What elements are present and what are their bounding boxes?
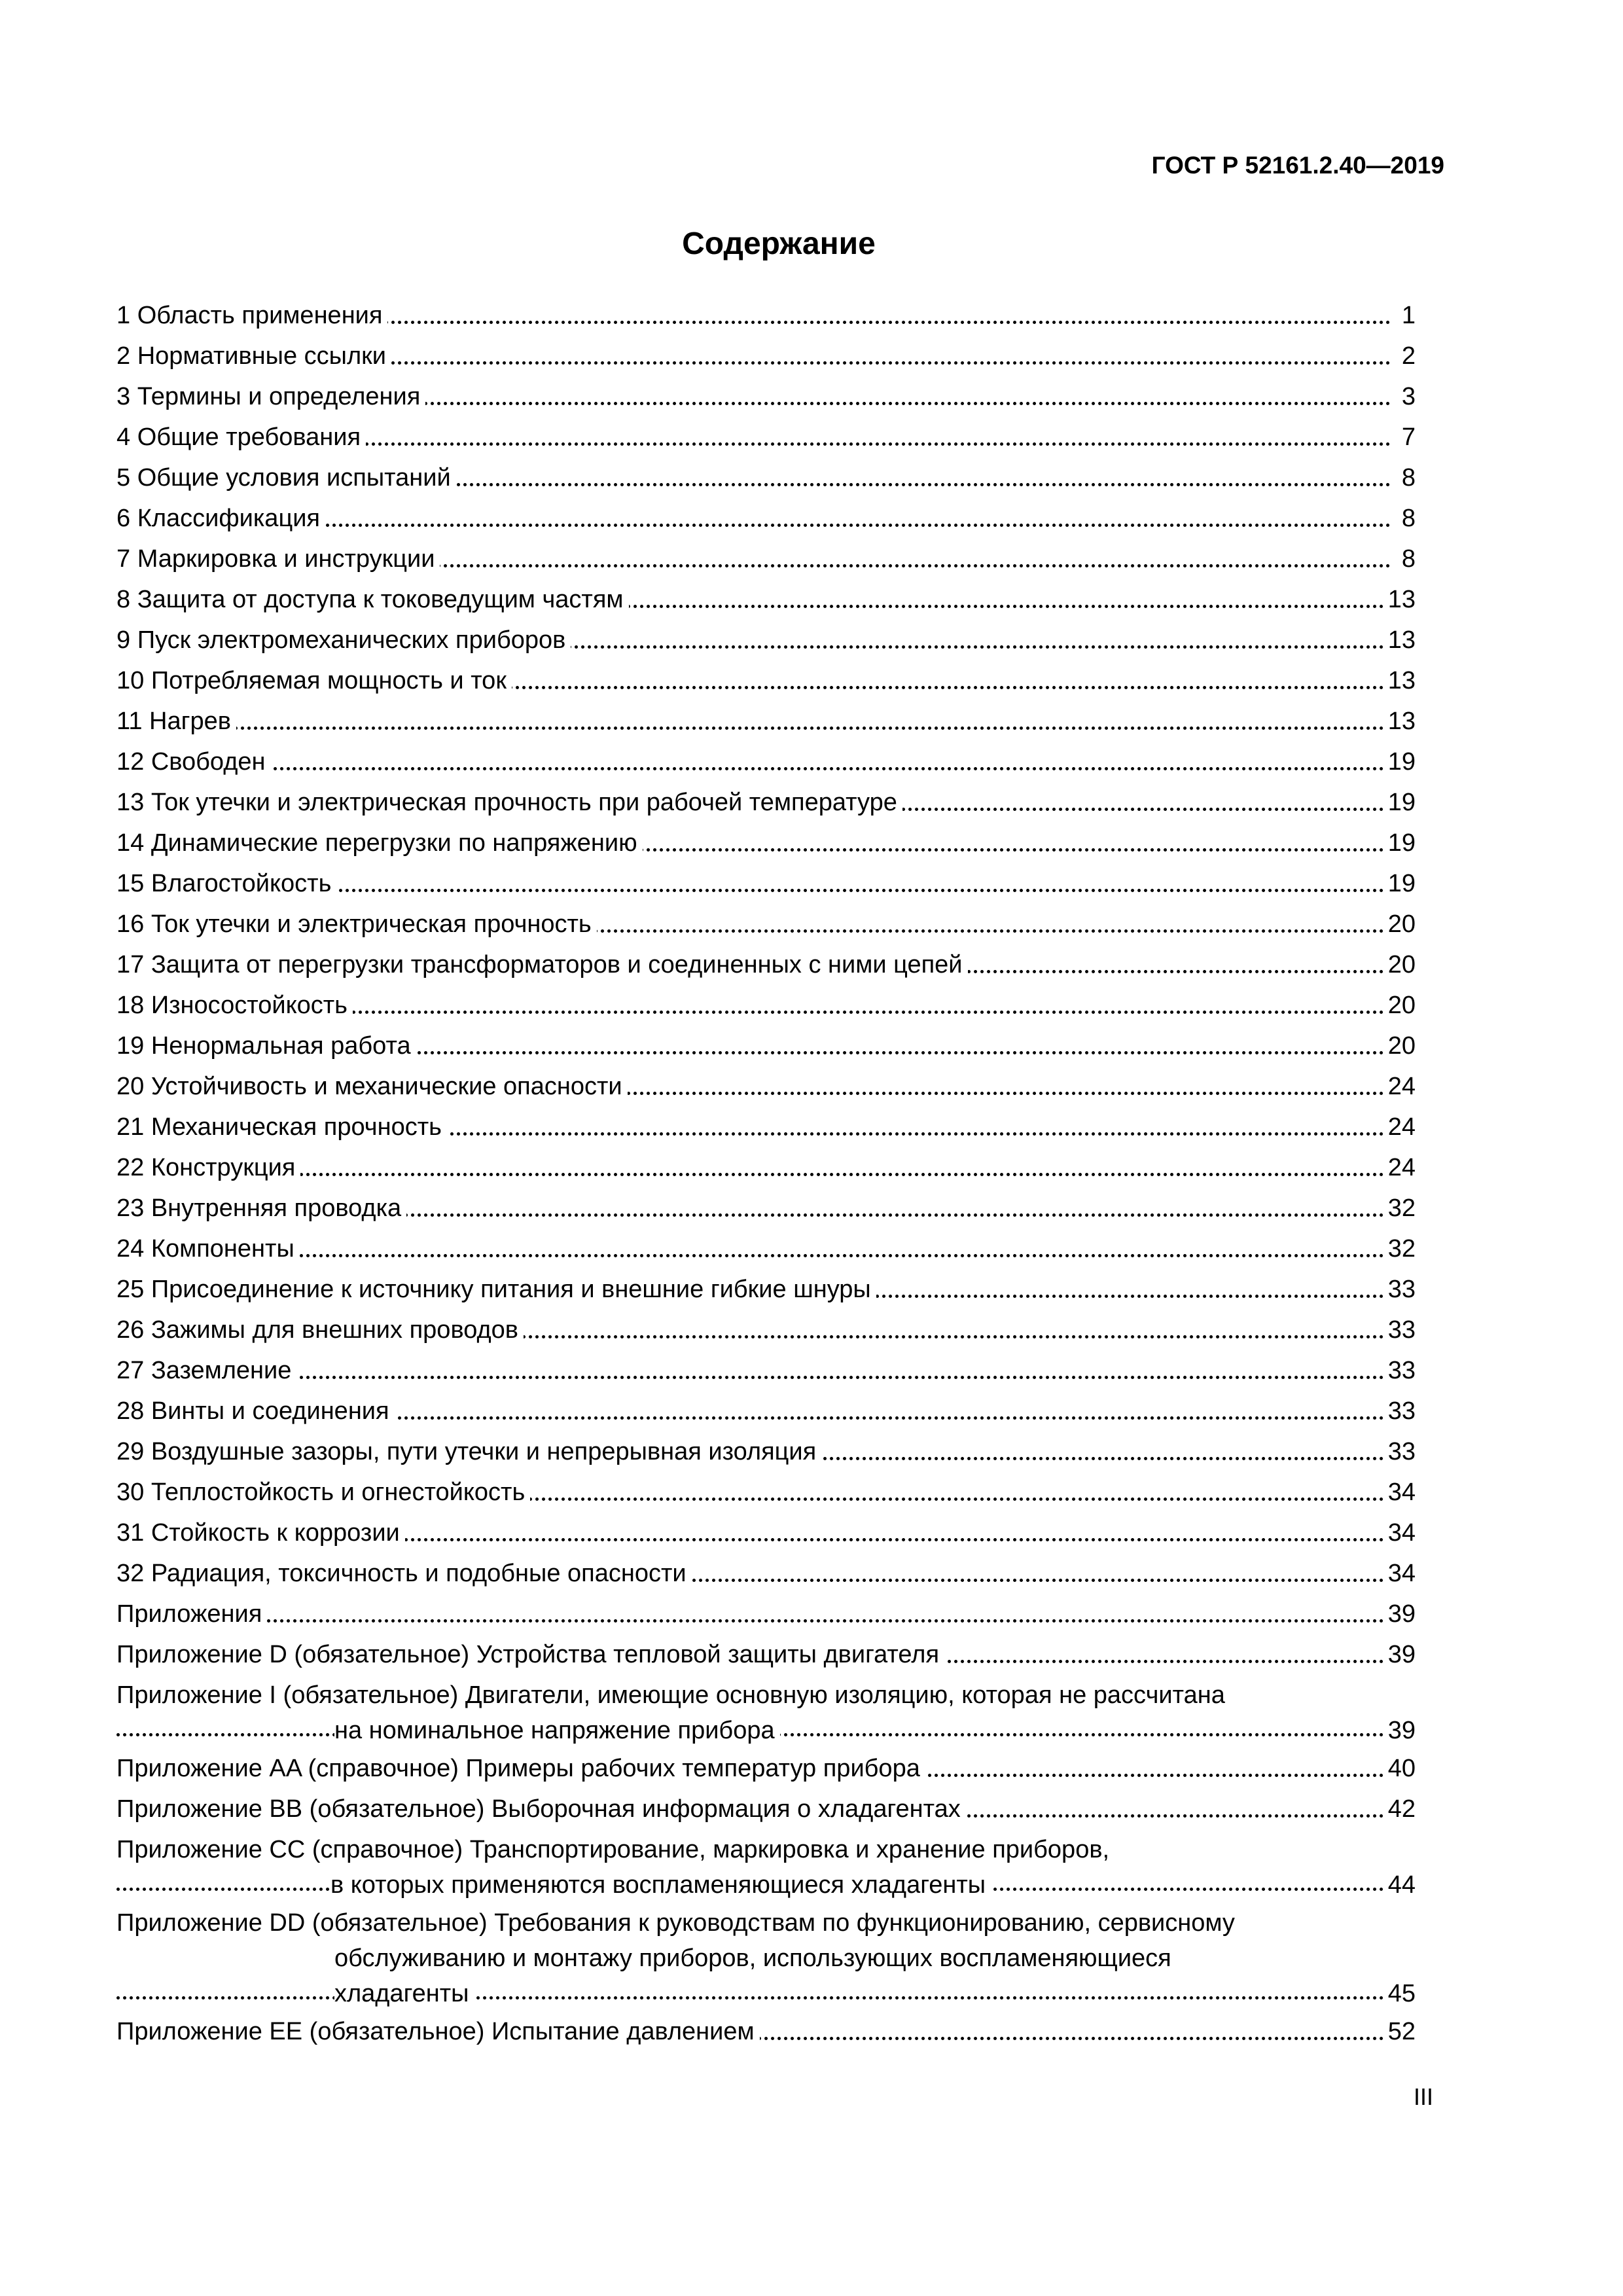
toc-page-number: 24 [1385, 1107, 1416, 1147]
toc-entry-title: 4 Общие требования [116, 423, 366, 451]
toc-entry-title: 25 Присоединение к источнику питания и внешние гибкие шнуры [116, 1276, 876, 1303]
leader-dots [116, 1173, 1391, 1176]
toc-entry-annex-ee[interactable]: Приложение EE (обязательное) Испытание давлением 52 [116, 2011, 1416, 2052]
toc-entry[interactable] [116, 1472, 1416, 1513]
toc-entry-title: 18 Износостойкость [116, 992, 353, 1019]
toc-page-number: 19 [1385, 863, 1416, 904]
leader-dots [116, 1996, 1391, 2000]
toc-entry-annex-cc-line2[interactable]: в которых применяются воспламеняющиеся хладагенты 44 [116, 1867, 1416, 1903]
toc-entry-title: Приложения [116, 1600, 267, 1628]
toc-entry[interactable] [116, 1188, 1416, 1229]
toc-page-number: 45 [1385, 1976, 1416, 2011]
toc-page-number: 20 [1385, 1026, 1416, 1066]
toc-page-number: 33 [1385, 1431, 1416, 1472]
toc-page-number: 42 [1385, 1789, 1416, 1829]
toc-page-number: 7 [1399, 417, 1416, 457]
toc-entry[interactable] [116, 823, 1416, 863]
toc-entry[interactable] [116, 376, 1416, 417]
toc-page-number: 32 [1385, 1188, 1416, 1229]
toc-page-number: 33 [1385, 1310, 1416, 1350]
toc-entry[interactable] [116, 579, 1416, 620]
document-number: ГОСТ Р 52161.2.40—2019 [1151, 152, 1444, 179]
toc-entry-title: 32 Радиация, токсичность и подобные опасности [116, 1560, 692, 1587]
toc-entry-title: 7 Маркировка и инструкции [116, 545, 440, 573]
toc-entry[interactable] [116, 985, 1416, 1026]
toc-entry-title: 27 Заземление [116, 1357, 296, 1384]
toc-entry-title: 8 Защита от доступа к токоведущим частям [116, 586, 629, 613]
toc-entry-annex-cc-line1[interactable]: Приложение CC (справочное) Транспортирование, маркировка и хранение приборов, [116, 1832, 1416, 1867]
toc-page-number: 8 [1399, 457, 1416, 498]
toc-entry[interactable] [116, 1553, 1416, 1594]
toc-page-number: 40 [1385, 1748, 1416, 1789]
leader-dots [116, 1254, 1391, 1257]
toc-page-number: 19 [1385, 823, 1416, 863]
toc-entry-title: 21 Механическая прочность [116, 1113, 447, 1141]
toc-entry-title: 9 Пуск электромеханических приборов [116, 626, 571, 654]
toc-page-number: 24 [1385, 1066, 1416, 1107]
toc-page-number: 2 [1399, 336, 1416, 376]
toc-page-number: 3 [1399, 376, 1416, 417]
toc-entry-title: 10 Потребляемая мощность и ток [116, 667, 512, 694]
toc-page-number: 8 [1399, 539, 1416, 579]
toc-page-number: 33 [1385, 1350, 1416, 1391]
toc-page-number: 33 [1385, 1391, 1416, 1431]
toc-entry[interactable] [116, 782, 1416, 823]
toc-page-number: 34 [1385, 1553, 1416, 1594]
toc-entry-annex-dd-line1[interactable]: Приложение DD (обязательное) Требования к руководствам по функционированию, сервисному [116, 1905, 1416, 1941]
toc-entry[interactable] [116, 1066, 1416, 1107]
toc-entry[interactable] [116, 498, 1416, 539]
toc-entry-annex-bb[interactable]: Приложение BB (обязательное) Выборочная информация о хладагентах 42 [116, 1789, 1416, 1829]
toc-page-number: 44 [1385, 1867, 1416, 1903]
toc-page-number: 52 [1385, 2011, 1416, 2052]
toc-entry-title: 30 Теплостойкость и огнестойкость [116, 1479, 530, 1506]
toc-entry-annex-i-line1[interactable]: Приложение I (обязательное) Двигатели, имеющие основную изоляцию, которая не рассчитана [116, 1677, 1416, 1713]
toc-page-number: 39 [1385, 1634, 1416, 1675]
toc-page-number: 19 [1385, 742, 1416, 782]
toc-entry-title: 29 Воздушные зазоры, пути утечки и непрерывная изоляция [116, 1438, 821, 1465]
toc-entry[interactable] [116, 336, 1416, 376]
toc-page-number: 13 [1385, 660, 1416, 701]
toc-entry[interactable] [116, 539, 1416, 579]
toc-page-number: 20 [1385, 985, 1416, 1026]
toc-entry-title: Приложение D (обязательное) Устройства тепловой защиты двигателя [116, 1641, 944, 1668]
toc-entry-title: 31 Стойкость к коррозии [116, 1519, 405, 1547]
footer-page-number: III [1413, 2083, 1433, 2110]
toc-entry-title: 14 Динамические перегрузки по напряжению [116, 829, 643, 857]
toc-entry-title: 15 Влагостойкость [116, 870, 336, 897]
toc-page-number: 13 [1385, 701, 1416, 742]
toc-entry[interactable] [116, 1107, 1416, 1147]
toc-page-number: 24 [1385, 1147, 1416, 1188]
toc-entry[interactable] [116, 1431, 1416, 1472]
toc-entry-title: 3 Термины и определения [116, 383, 425, 410]
toc-entry-title: 2 Нормативные ссылки [116, 342, 391, 370]
toc-entry-title: 5 Общие условия испытаний [116, 464, 456, 492]
toc-entry-title: 13 Ток утечки и электрическая прочность при рабочей температуре [116, 789, 902, 816]
toc-entry[interactable] [116, 863, 1416, 904]
toc-entry-title: 26 Зажимы для внешних проводов [116, 1316, 524, 1344]
toc-entry[interactable] [116, 417, 1416, 457]
toc-entry-annex-aa[interactable]: Приложение AA (справочное) Примеры рабочих температур прибора 40 [116, 1748, 1416, 1789]
toc-entry[interactable] [116, 904, 1416, 944]
toc-entry[interactable] [116, 1269, 1416, 1310]
toc-page-number: 33 [1385, 1269, 1416, 1310]
toc-entry[interactable] [116, 1026, 1416, 1066]
toc-entry-title: 19 Ненормальная работа [116, 1032, 416, 1060]
toc-page-number: 20 [1385, 944, 1416, 985]
toc-entry[interactable] [116, 742, 1416, 782]
toc-entry-title: 24 Компоненты [116, 1235, 300, 1263]
toc-entry-title: 22 Конструкция [116, 1154, 300, 1181]
toc-entry[interactable] [116, 1391, 1416, 1431]
toc-entry[interactable] [116, 1350, 1416, 1391]
toc-entry-title: 11 Нагрев [116, 708, 236, 735]
toc-page-number: 39 [1385, 1713, 1416, 1748]
toc-entry[interactable] [116, 1594, 1416, 1634]
toc-entry[interactable] [116, 1147, 1416, 1188]
table-of-contents [116, 295, 1416, 2052]
toc-entry-annex-dd-line2[interactable]: обслуживанию и монтажу приборов, использующих воспламеняющиеся [116, 1941, 1416, 1976]
toc-entry-title: 20 Устойчивость и механические опасности [116, 1073, 628, 1100]
toc-page-number: 34 [1385, 1513, 1416, 1553]
toc-entry-title: 16 Ток утечки и электрическая прочность [116, 910, 597, 938]
toc-entry[interactable] [116, 295, 1416, 336]
toc-entry-annex-i-line2[interactable]: на номинальное напряжение прибора 39 [116, 1713, 1416, 1748]
toc-page-number: 34 [1385, 1472, 1416, 1513]
toc-entry[interactable] [116, 457, 1416, 498]
toc-entry[interactable] [116, 1229, 1416, 1269]
toc-entry[interactable] [116, 660, 1416, 701]
toc-entry-title: 23 Внутренняя проводка [116, 1194, 406, 1222]
toc-entry[interactable] [116, 944, 1416, 985]
toc-entry-title: 6 Классификация [116, 505, 325, 532]
leader-dots [116, 767, 1391, 770]
toc-entry-title: 28 Винты и соединения [116, 1397, 395, 1425]
toc-page-number: 32 [1385, 1229, 1416, 1269]
toc-page-number: 1 [1399, 295, 1416, 336]
toc-entry-annex-dd-line3[interactable]: хладагенты 45 [116, 1976, 1416, 2011]
page-title: Содержание [682, 226, 876, 261]
toc-page-number: 8 [1399, 498, 1416, 539]
toc-entry-title: 1 Область применения [116, 302, 387, 329]
toc-entry[interactable] [116, 1634, 1416, 1675]
toc-page-number: 13 [1385, 579, 1416, 620]
toc-page-number: 20 [1385, 904, 1416, 944]
toc-entry[interactable] [116, 1513, 1416, 1553]
toc-entry-title: 12 Свободен [116, 748, 271, 776]
toc-entry[interactable] [116, 1310, 1416, 1350]
toc-entry[interactable] [116, 701, 1416, 742]
toc-page-number: 39 [1385, 1594, 1416, 1634]
toc-page-number: 13 [1385, 620, 1416, 660]
toc-page-number: 19 [1385, 782, 1416, 823]
leader-dots [116, 1619, 1391, 1623]
toc-entry-title: 17 Защита от перегрузки трансформаторов и соединенных с ними цепей [116, 951, 968, 978]
leader-dots [116, 1376, 1391, 1379]
toc-main-entries [116, 295, 1416, 1675]
leader-dots [116, 726, 1391, 730]
toc-entry[interactable] [116, 620, 1416, 660]
